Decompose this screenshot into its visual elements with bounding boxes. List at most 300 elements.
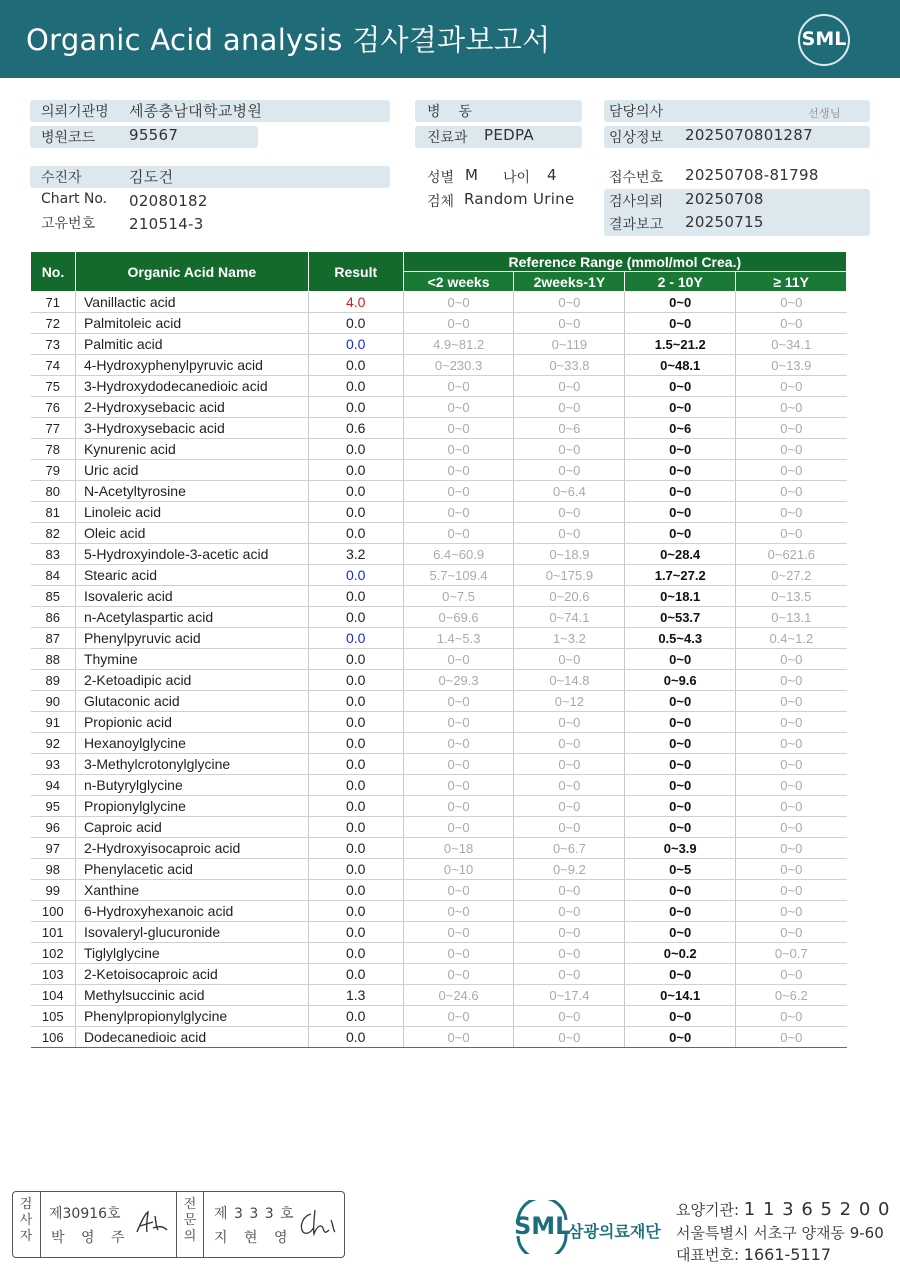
results-table [30,251,847,1048]
institution-label: 의뢰기관명 [41,104,109,120]
row-number: 84 [31,565,76,586]
range-2weeks-1y: 0~0 [514,754,625,775]
table-row [31,439,847,460]
result-value: 0.0 [308,901,403,922]
age-value: 4 [547,166,557,184]
range-11y-plus: 0~13.1 [736,607,847,628]
result-value: 0.0 [308,628,403,649]
range-2-10y: 0~0 [625,901,736,922]
range-11y-plus: 0~0 [736,292,847,313]
range-11y-plus: 0~0 [736,649,847,670]
header-bar [0,0,900,78]
table-row [31,733,847,754]
range-2-10y: 0~14.1 [625,985,736,1006]
table-row [31,1006,847,1027]
range-2-10y: 0~0 [625,880,736,901]
row-number: 81 [31,502,76,523]
receipt-label: 접수번호 [609,170,664,186]
organic-acid-name: n-Butyrylglycine [75,775,308,796]
result-value: 0.0 [308,523,403,544]
ward-label: 병 동 [427,104,472,120]
sign-divider [203,1192,204,1257]
range-2-10y: 0~0 [625,733,736,754]
row-number: 83 [31,544,76,565]
range-under-2-weeks: 0~0 [403,313,514,334]
sex-label: 성별 [427,170,455,186]
range-under-2-weeks: 0~0 [403,1027,514,1048]
result-value: 0.0 [308,460,403,481]
dept-value: PEDPA [484,126,534,144]
range-under-2-weeks: 0~69.6 [403,607,514,628]
range-under-2-weeks: 0~0 [403,376,514,397]
range-2weeks-1y: 0~0 [514,523,625,544]
row-number: 71 [31,292,76,313]
row-number: 80 [31,481,76,502]
table-row [31,418,847,439]
row-number: 86 [31,607,76,628]
sign-divider [176,1192,177,1257]
table-row [31,481,847,502]
row-number: 77 [31,418,76,439]
range-2-10y: 0~0 [625,376,736,397]
table-row [31,649,847,670]
col-header-r2: 2weeks-1Y [514,272,625,292]
range-under-2-weeks: 0~0 [403,922,514,943]
organic-acid-name: 6-Hydroxyhexanoic acid [75,901,308,922]
table-row [31,334,847,355]
table-row [31,838,847,859]
result-value: 0.0 [308,1027,403,1048]
result-value: 0.0 [308,649,403,670]
sign-right-number: 제 3 3 3 호 [214,1206,295,1222]
col-header-reference: Reference Range (mmol/mol Crea.) [403,252,846,272]
organic-acid-name: 2-Hydroxysebacic acid [75,397,308,418]
col-header-result: Result [308,252,403,292]
result-value: 0.0 [308,334,403,355]
row-number: 88 [31,649,76,670]
phone-number: 1661-5117 [743,1245,832,1264]
institution-value: 세종충남대학교병원 [129,102,263,120]
organic-acid-name: N-Acetyltyrosine [75,481,308,502]
range-under-2-weeks: 0~0 [403,964,514,985]
table-row [31,754,847,775]
range-2-10y: 1.7~27.2 [625,565,736,586]
range-2weeks-1y: 0~0 [514,901,625,922]
range-2weeks-1y: 0~0 [514,649,625,670]
result-value: 0.6 [308,418,403,439]
range-under-2-weeks: 0~0 [403,712,514,733]
result-value: 1.3 [308,985,403,1006]
range-under-2-weeks: 0~0 [403,649,514,670]
range-under-2-weeks: 0~0 [403,523,514,544]
page-title: Organic Acid analysis 검사결과보고서 [26,23,551,57]
organic-acid-name: 3-Hydroxysebacic acid [75,418,308,439]
result-value: 0.0 [308,670,403,691]
range-2-10y: 0~0 [625,796,736,817]
organic-acid-name: Propionic acid [75,712,308,733]
range-under-2-weeks: 0~0 [403,796,514,817]
row-number: 92 [31,733,76,754]
result-value: 0.0 [308,355,403,376]
row-number: 76 [31,397,76,418]
signature-right [295,1206,339,1238]
range-under-2-weeks: 0~0 [403,292,514,313]
chart-value: 02080182 [129,192,208,210]
range-2-10y: 0~3.9 [625,838,736,859]
row-number: 104 [31,985,76,1006]
result-value: 0.0 [308,796,403,817]
clinical-label: 임상정보 [609,130,664,146]
range-under-2-weeks: 0~0 [403,1006,514,1027]
row-number: 82 [31,523,76,544]
result-value: 0.0 [308,481,403,502]
range-11y-plus: 0~0 [736,460,847,481]
org-logo-text: SML [514,1212,571,1240]
range-11y-plus: 0~0 [736,796,847,817]
range-under-2-weeks: 0~0 [403,901,514,922]
range-2-10y: 0~28.4 [625,544,736,565]
row-number: 96 [31,817,76,838]
organic-acid-name: Hexanoylglycine [75,733,308,754]
result-value: 0.0 [308,502,403,523]
range-2-10y: 0~0 [625,922,736,943]
organic-acid-name: Glutaconic acid [75,691,308,712]
range-under-2-weeks: 5.7~109.4 [403,565,514,586]
chart-label: Chart No. [41,191,108,207]
table-row [31,1027,847,1048]
range-11y-plus: 0~34.1 [736,334,847,355]
table-row [31,292,847,313]
organic-acid-name: Vanillactic acid [75,292,308,313]
organic-acid-name: Xanthine [75,880,308,901]
result-value: 0.0 [308,607,403,628]
range-2weeks-1y: 0~0 [514,460,625,481]
range-2-10y: 0~0 [625,313,736,334]
table-row [31,376,847,397]
table-row [31,712,847,733]
range-2-10y: 0~0 [625,817,736,838]
row-number: 100 [31,901,76,922]
row-number: 94 [31,775,76,796]
result-value: 0.0 [308,775,403,796]
receipt-value: 20250708-81798 [685,166,819,184]
row-number: 72 [31,313,76,334]
sign-right-label: 전문의 [183,1197,197,1244]
organic-acid-name: Isovaleric acid [75,586,308,607]
range-under-2-weeks: 6.4~60.9 [403,544,514,565]
organic-acid-name: Oleic acid [75,523,308,544]
result-value: 0.0 [308,838,403,859]
organic-acid-name: Kynurenic acid [75,439,308,460]
row-number: 102 [31,943,76,964]
result-value: 0.0 [308,922,403,943]
row-number: 87 [31,628,76,649]
range-2-10y: 0~0 [625,397,736,418]
sign-right-name: 지 현 영 [214,1230,294,1246]
range-2weeks-1y: 1~3.2 [514,628,625,649]
organic-acid-name: Linoleic acid [75,502,308,523]
row-number: 74 [31,355,76,376]
range-under-2-weeks: 0~0 [403,439,514,460]
hospital-code-value: 95567 [129,126,179,144]
range-2weeks-1y: 0~0 [514,733,625,754]
range-2weeks-1y: 0~74.1 [514,607,625,628]
row-number: 85 [31,586,76,607]
result-value: 0.0 [308,880,403,901]
organic-acid-name: Dodecanedioic acid [75,1027,308,1048]
range-2weeks-1y: 0~175.9 [514,565,625,586]
organic-acid-name: Palmitic acid [75,334,308,355]
range-under-2-weeks: 0~7.5 [403,586,514,607]
range-11y-plus: 0~0 [736,880,847,901]
organic-acid-name: 4-Hydroxyphenylpyruvic acid [75,355,308,376]
table-row [31,985,847,1006]
range-2-10y: 0.5~4.3 [625,628,736,649]
range-2weeks-1y: 0~6.7 [514,838,625,859]
range-2weeks-1y: 0~6.4 [514,481,625,502]
range-under-2-weeks: 0~0 [403,397,514,418]
table-row [31,586,847,607]
organic-acid-name: 2-Hydroxyisocaproic acid [75,838,308,859]
report-value: 20250715 [685,213,764,231]
range-under-2-weeks: 0~18 [403,838,514,859]
row-number: 90 [31,691,76,712]
unique-value: 210514-3 [129,215,204,233]
range-2weeks-1y: 0~0 [514,922,625,943]
table-row [31,880,847,901]
institution-code: 1 1 3 6 5 2 0 0 [743,1199,891,1220]
specimen-label: 검체 [427,194,455,210]
organic-acid-name: Phenylpropionylglycine [75,1006,308,1027]
row-number: 79 [31,460,76,481]
table-row [31,397,847,418]
range-under-2-weeks: 0~0 [403,943,514,964]
result-value: 0.0 [308,439,403,460]
results-body [31,292,847,1048]
patient-label: 수진자 [41,170,82,186]
range-11y-plus: 0~0 [736,922,847,943]
range-2-10y: 0~0 [625,649,736,670]
col-header-name: Organic Acid Name [75,252,308,292]
result-value: 0.0 [308,586,403,607]
range-11y-plus: 0~0 [736,670,847,691]
range-2weeks-1y: 0~119 [514,334,625,355]
phone-label: 대표번호: [676,1246,740,1264]
range-2weeks-1y: 0~0 [514,439,625,460]
result-value: 0.0 [308,712,403,733]
clinical-value: 2025070801287 [685,126,813,144]
organic-acid-name: 2-Ketoisocaproic acid [75,964,308,985]
range-2-10y: 0~0 [625,1006,736,1027]
request-value: 20250708 [685,190,764,208]
organic-acid-name: n-Acetylaspartic acid [75,607,308,628]
range-under-2-weeks: 0~0 [403,502,514,523]
range-2weeks-1y: 0~0 [514,397,625,418]
table-row [31,565,847,586]
range-11y-plus: 0.4~1.2 [736,628,847,649]
range-under-2-weeks: 0~0 [403,691,514,712]
range-11y-plus: 0~0 [736,733,847,754]
range-2-10y: 0~0 [625,460,736,481]
table-row [31,670,847,691]
report-label: 결과보고 [609,217,664,233]
range-11y-plus: 0~0 [736,502,847,523]
organic-acid-name: Palmitoleic acid [75,313,308,334]
row-number: 106 [31,1027,76,1048]
organic-acid-name: Phenylacetic acid [75,859,308,880]
range-11y-plus: 0~0.7 [736,943,847,964]
range-11y-plus: 0~0 [736,964,847,985]
range-11y-plus: 0~13.9 [736,355,847,376]
result-value: 0.0 [308,754,403,775]
range-under-2-weeks: 0~0 [403,817,514,838]
range-2-10y: 0~0 [625,502,736,523]
organic-acid-name: Isovaleryl-glucuronide [75,922,308,943]
doctor-value: 선생님 [808,107,841,120]
col-header-r1: <2 weeks [403,272,514,292]
range-2-10y: 0~9.6 [625,670,736,691]
range-2weeks-1y: 0~0 [514,817,625,838]
row-number: 101 [31,922,76,943]
range-11y-plus: 0~0 [736,838,847,859]
table-row [31,796,847,817]
result-value: 0.0 [308,859,403,880]
range-11y-plus: 0~0 [736,712,847,733]
result-value: 3.2 [308,544,403,565]
range-2-10y: 0~0 [625,292,736,313]
table-row [31,502,847,523]
range-11y-plus: 0~0 [736,1027,847,1048]
row-number: 78 [31,439,76,460]
range-2weeks-1y: 0~0 [514,964,625,985]
organic-acid-name: Uric acid [75,460,308,481]
table-row [31,901,847,922]
row-number: 98 [31,859,76,880]
range-11y-plus: 0~0 [736,859,847,880]
result-value: 0.0 [308,376,403,397]
result-value: 0.0 [308,964,403,985]
request-label: 검사의뢰 [609,194,664,210]
table-row [31,628,847,649]
range-2-10y: 0~0 [625,775,736,796]
sign-divider [40,1192,41,1257]
range-2weeks-1y: 0~0 [514,943,625,964]
range-2-10y: 0~5 [625,859,736,880]
result-value: 0.0 [308,691,403,712]
range-2-10y: 0~0 [625,691,736,712]
specimen-value: Random Urine [464,190,575,208]
organic-acid-name: Thymine [75,649,308,670]
result-value: 0.0 [308,313,403,334]
range-2weeks-1y: 0~0 [514,376,625,397]
range-2-10y: 1.5~21.2 [625,334,736,355]
range-2-10y: 0~0 [625,439,736,460]
range-2weeks-1y: 0~0 [514,313,625,334]
dept-label: 진료과 [427,130,468,146]
range-2-10y: 0~0 [625,1027,736,1048]
row-number: 97 [31,838,76,859]
range-2weeks-1y: 0~18.9 [514,544,625,565]
range-11y-plus: 0~0 [736,901,847,922]
range-under-2-weeks: 0~29.3 [403,670,514,691]
range-under-2-weeks: 0~0 [403,418,514,439]
range-2weeks-1y: 0~14.8 [514,670,625,691]
range-11y-plus: 0~6.2 [736,985,847,1006]
table-row [31,460,847,481]
range-under-2-weeks: 0~0 [403,733,514,754]
sml-logo [798,14,850,66]
signature-left [131,1208,171,1238]
phone-line [676,1244,831,1265]
address: 서울특별시 서초구 양재동 9-60 [676,1224,884,1242]
organic-acid-name: Propionylglycine [75,796,308,817]
table-row [31,355,847,376]
range-under-2-weeks: 0~0 [403,460,514,481]
row-number: 73 [31,334,76,355]
range-2weeks-1y: 0~6 [514,418,625,439]
range-2-10y: 0~18.1 [625,586,736,607]
row-number: 93 [31,754,76,775]
range-2-10y: 0~0 [625,523,736,544]
col-header-r3: 2 - 10Y [625,272,736,292]
range-2weeks-1y: 0~0 [514,1027,625,1048]
range-under-2-weeks: 0~230.3 [403,355,514,376]
table-row [31,313,847,334]
range-11y-plus: 0~0 [736,376,847,397]
table-row [31,775,847,796]
sign-left-name: 박 영 주 [51,1230,131,1246]
row-number: 99 [31,880,76,901]
range-11y-plus: 0~0 [736,439,847,460]
range-2-10y: 0~48.1 [625,355,736,376]
range-2weeks-1y: 0~9.2 [514,859,625,880]
result-value: 0.0 [308,733,403,754]
range-2-10y: 0~0 [625,754,736,775]
signature-box [12,1191,345,1258]
range-11y-plus: 0~0 [736,817,847,838]
range-under-2-weeks: 4.9~81.2 [403,334,514,355]
range-2-10y: 0~0.2 [625,943,736,964]
result-value: 0.0 [308,397,403,418]
range-11y-plus: 0~0 [736,313,847,334]
table-row [31,964,847,985]
unique-label: 고유번호 [41,216,96,232]
sign-left-label: 검사자 [19,1197,33,1244]
result-value: 0.0 [308,943,403,964]
row-number: 95 [31,796,76,817]
range-11y-plus: 0~0 [736,691,847,712]
table-row [31,859,847,880]
range-under-2-weeks: 0~0 [403,481,514,502]
range-11y-plus: 0~621.6 [736,544,847,565]
organic-acid-name: Stearic acid [75,565,308,586]
range-11y-plus: 0~27.2 [736,565,847,586]
sex-value: M [465,166,479,184]
range-2-10y: 0~0 [625,712,736,733]
range-2weeks-1y: 0~0 [514,1006,625,1027]
row-number: 91 [31,712,76,733]
range-2-10y: 0~6 [625,418,736,439]
sml-logo-text: SML [801,28,847,50]
range-2weeks-1y: 0~0 [514,775,625,796]
range-2weeks-1y: 0~0 [514,880,625,901]
range-2weeks-1y: 0~0 [514,292,625,313]
range-11y-plus: 0~13.5 [736,586,847,607]
col-header-r4: ≥ 11Y [736,272,847,292]
hospital-code-label: 병원코드 [41,130,96,146]
range-2weeks-1y: 0~0 [514,796,625,817]
range-2-10y: 0~0 [625,964,736,985]
